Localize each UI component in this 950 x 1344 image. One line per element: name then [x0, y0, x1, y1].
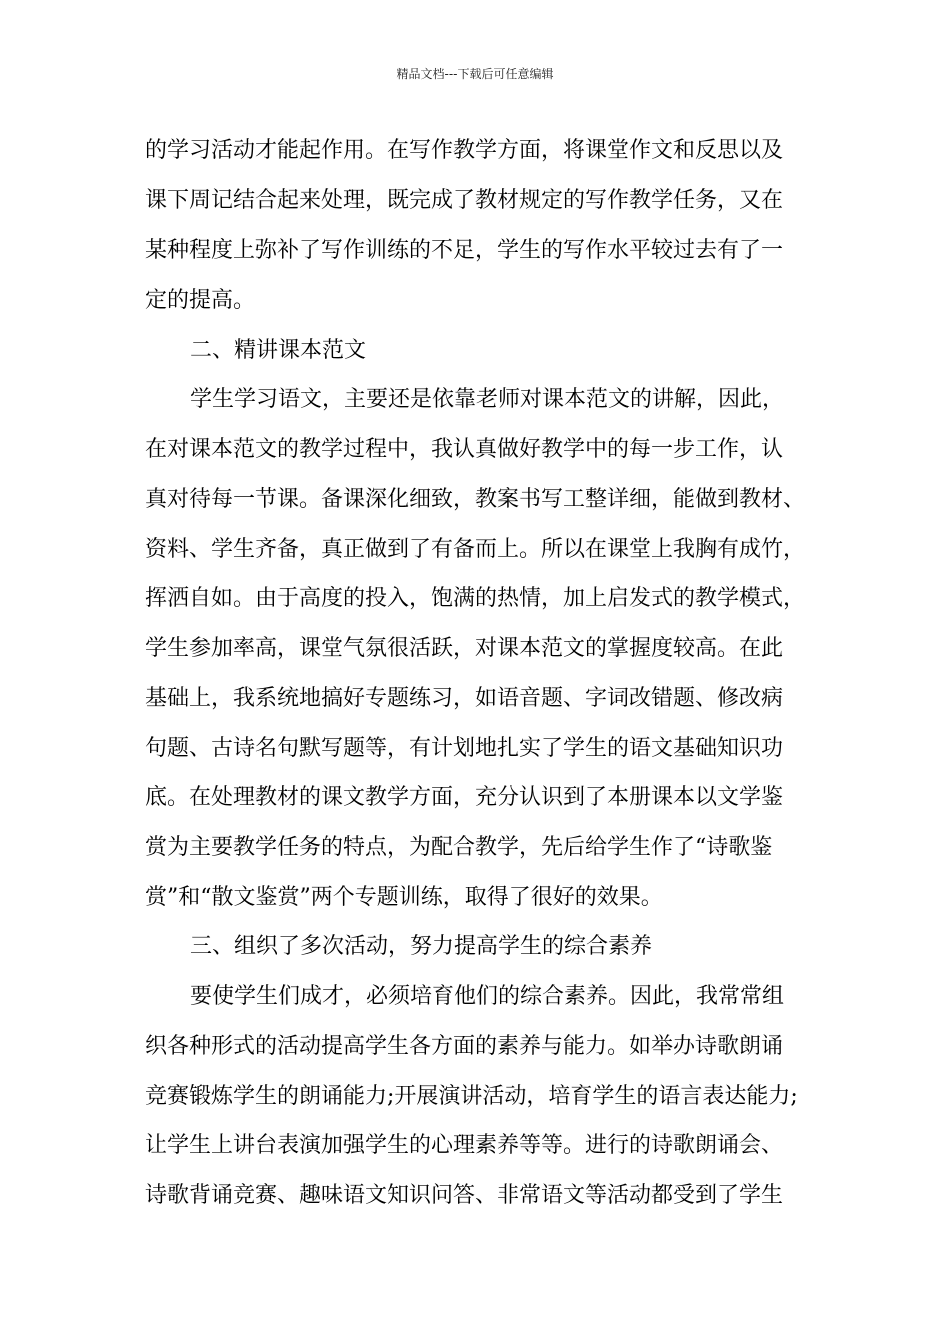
body-line: 诗歌背诵竞赛、趣味语文知识问答、非常语文等活动都受到了学生 — [145, 1183, 784, 1208]
body-line: 要使学生们成才，必须培育他们的综合素养。因此，我常常组 — [190, 984, 785, 1009]
body-line: 赏”和“散文鉴赏”两个专题训练，取得了很好的效果。 — [145, 885, 663, 910]
body-line: 资料、学生齐备，真正做到了有备而上。所以在课堂上我胸有成竹， — [145, 537, 806, 562]
body-line: 学生参加率高，课堂气氛很活跃，对课本范文的掌握度较高。在此 — [145, 636, 784, 661]
body-line: 竞赛锻炼学生的朗诵能力;开展演讲活动，培育学生的语言表达能力; — [145, 1084, 798, 1109]
body-line: 的学习活动才能起作用。在写作教学方面，将课堂作文和反思以及 — [145, 138, 784, 163]
body-line: 句题、古诗名句默写题等，有计划地扎实了学生的语文基础知识功 — [145, 736, 784, 761]
page-header: 精品文档---下载后可任意编辑 — [396, 67, 554, 81]
body-line: 定的提高。 — [145, 288, 256, 313]
body-line: 某种程度上弥补了写作训练的不足，学生的写作水平较过去有了一 — [145, 238, 784, 263]
body-line: 底。在处理教材的课文教学方面，充分认识到了本册课本以文学鉴 — [145, 785, 784, 810]
body-line: 基础上，我系统地搞好专题练习，如语音题、字词改错题、修改病 — [145, 686, 784, 711]
section-heading-3: 三、组织了多次活动，努力提高学生的综合素养 — [190, 934, 653, 959]
section-heading-2: 二、精讲课本范文 — [190, 338, 367, 363]
body-line: 赏为主要教学任务的特点，为配合教学，先后给学生作了“诗歌鉴 — [145, 835, 773, 860]
body-line: 学生学习语文，主要还是依靠老师对课本范文的讲解，因此， — [190, 387, 785, 412]
body-line: 挥洒自如。由于高度的投入，饱满的热情，加上启发式的教学模式， — [145, 586, 806, 611]
body-line: 真对待每一节课。备课深化细致，教案书写工整详细，能做到教材、 — [145, 487, 806, 512]
body-line: 织各种形式的活动提高学生各方面的素养与能力。如举办诗歌朗诵 — [145, 1034, 784, 1059]
body-line: 在对课本范文的教学过程中，我认真做好教学中的每一步工作，认 — [145, 437, 784, 462]
body-line: 课下周记结合起来处理，既完成了教材规定的写作教学任务，又在 — [145, 188, 784, 213]
body-line: 让学生上讲台表演加强学生的心理素养等等。进行的诗歌朗诵会、 — [145, 1133, 784, 1158]
